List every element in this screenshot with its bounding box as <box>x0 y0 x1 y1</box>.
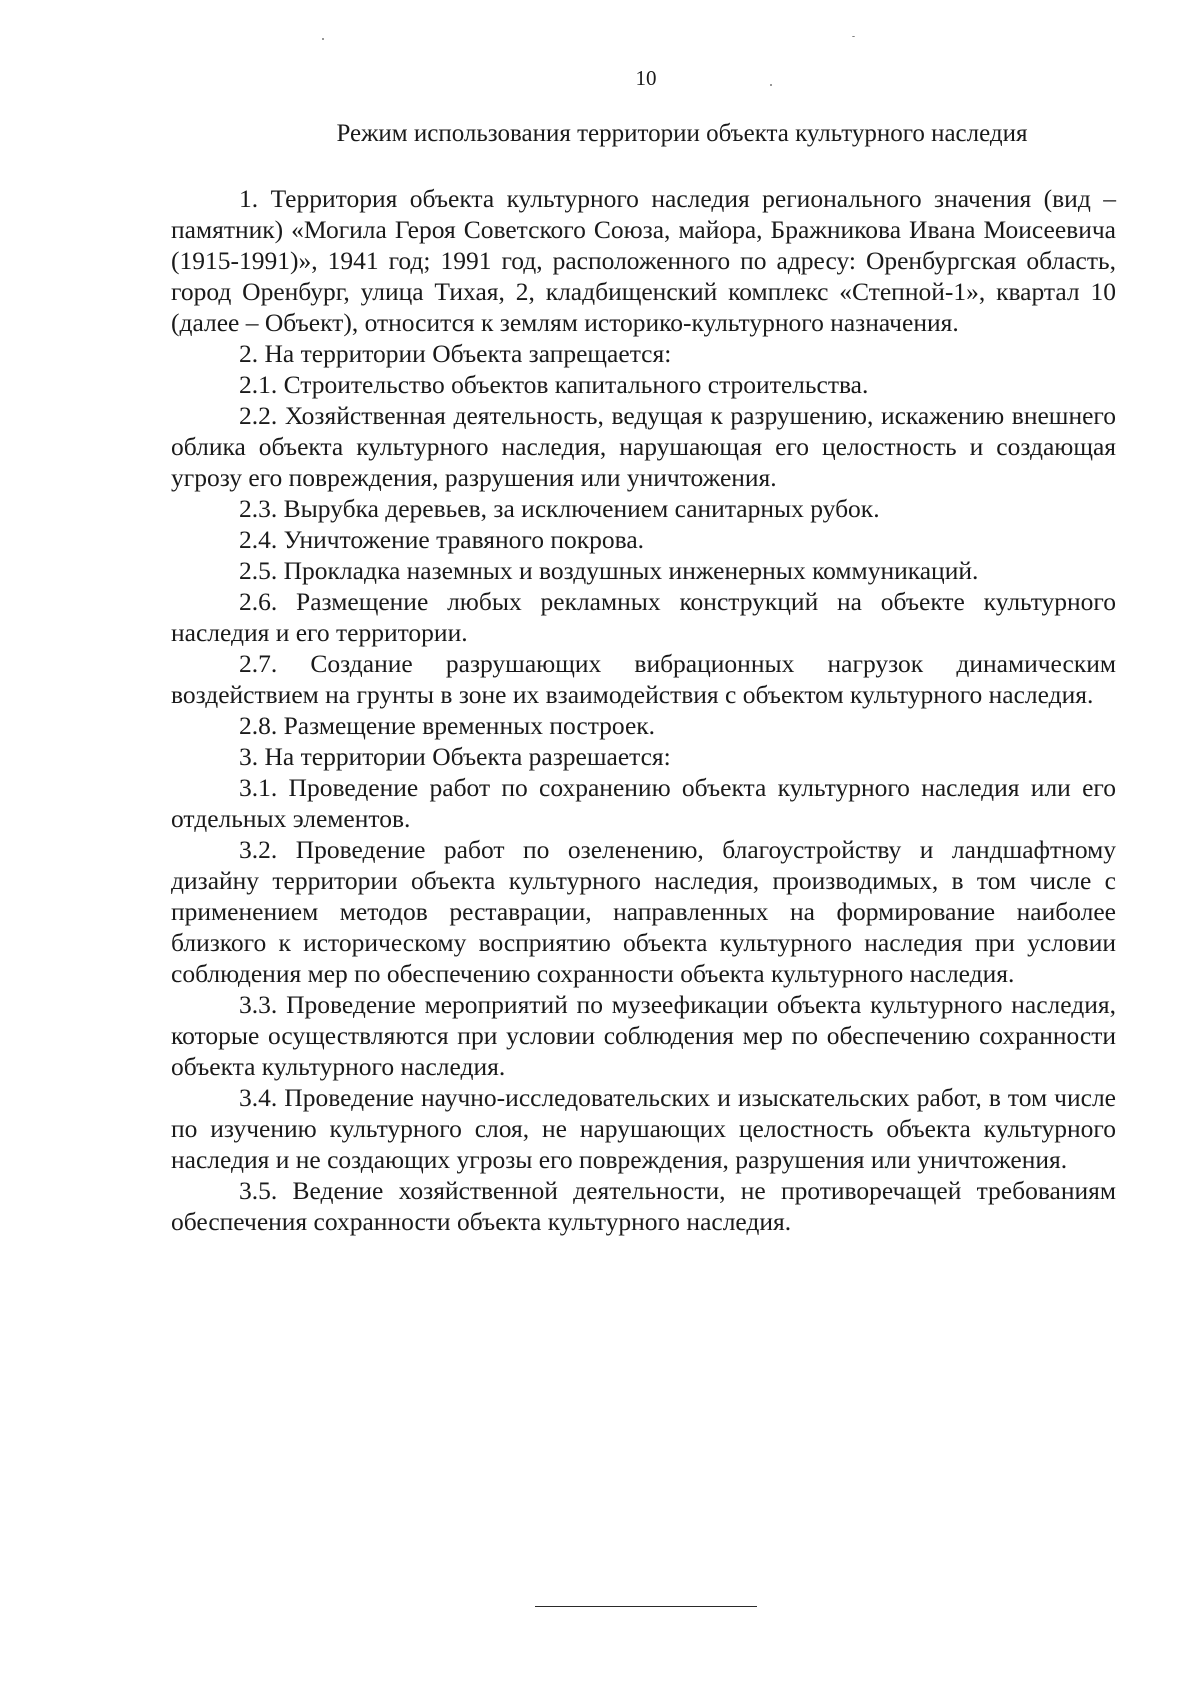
paragraph-3-4: 3.4. Проведение научно-исследовательских и изыскательских работ, в том числе по изучению культурного слоя, не нарушающих целостность объекта культурного наследия и не создающих угрозы его повреждения, разрушения или уничтожения. <box>171 1083 1116 1174</box>
paragraph-2-6: 2.6. Размещение любых рекламных конструкций на объекте культурного наследия и его территории. <box>171 587 1116 647</box>
scan-speck <box>852 36 855 37</box>
paragraph-1: 1. Территория объекта культурного наследия регионального значения (вид – памятник) «Могила Героя Советского Союза, майора, Бражникова Ивана Моисеевича (1915-1991)», 1941 год; 1991 год, расположенного по адресу: Оренбургская область, город Оренбург, улица Тихая, 2, кладбищенский комплекс «Степной-1», квартал 10 (далее – Объект), относится к землям историко-культурного назначения. <box>171 184 1116 337</box>
paragraph-2-1: 2.1. Строительство объектов капитального строительства. <box>239 370 869 399</box>
paragraph-3-1: 3.1. Проведение работ по сохранению объекта культурного наследия или его отдельных элементов. <box>171 773 1116 833</box>
paragraph-3-5: 3.5. Ведение хозяйственной деятельности, не противоречащей требованиям обеспечения сохранности объекта культурного наследия. <box>171 1176 1116 1236</box>
paragraph-2-5: 2.5. Прокладка наземных и воздушных инженерных коммуникаций. <box>239 556 979 585</box>
paragraph-3-3: 3.3. Проведение мероприятий по музеефикации объекта культурного наследия, которые осуществляются при условии соблюдения мер по обеспечению сохранности объекта культурного наследия. <box>171 990 1116 1081</box>
paragraph-2-8: 2.8. Размещение временных построек. <box>239 711 656 740</box>
paragraph-2-2: 2.2. Хозяйственная деятельность, ведущая к разрушению, искажению внешнего облика объекта культурного наследия, нарушающая его целостность и создающая угрозу его повреждения, разрушения или уничтожения. <box>171 401 1116 492</box>
paragraph-3-2: 3.2. Проведение работ по озеленению, благоустройству и ландшафтному дизайну территории объекта культурного наследия, производимых, в том числе с применением методов реставрации, направленных на формирование наиболее близкого к историческому восприятию объекта культурного наследия при условии соблюдения мер по обеспечению сохранности объекта культурного наследия. <box>171 835 1116 988</box>
paragraph-2-7: 2.7. Создание разрушающих вибрационных нагрузок динамическим воздействием на грунты в зоне их взаимодействия с объектом культурного наследия. <box>171 649 1116 709</box>
paragraph-2: 2. На территории Объекта запрещается: <box>239 339 672 368</box>
document-body <box>171 183 1116 1237</box>
document-title: Режим использования территории объекта культурного наследия <box>336 120 1028 147</box>
paragraph-2-3: 2.3. Вырубка деревьев, за исключением санитарных рубок. <box>239 494 880 523</box>
scan-speck <box>322 38 324 40</box>
closing-rule <box>535 1606 757 1607</box>
page-number: 10 <box>635 66 657 90</box>
paragraph-3: 3. На территории Объекта разрешается: <box>239 742 671 771</box>
paragraph-2-4: 2.4. Уничтожение травяного покрова. <box>239 525 645 554</box>
